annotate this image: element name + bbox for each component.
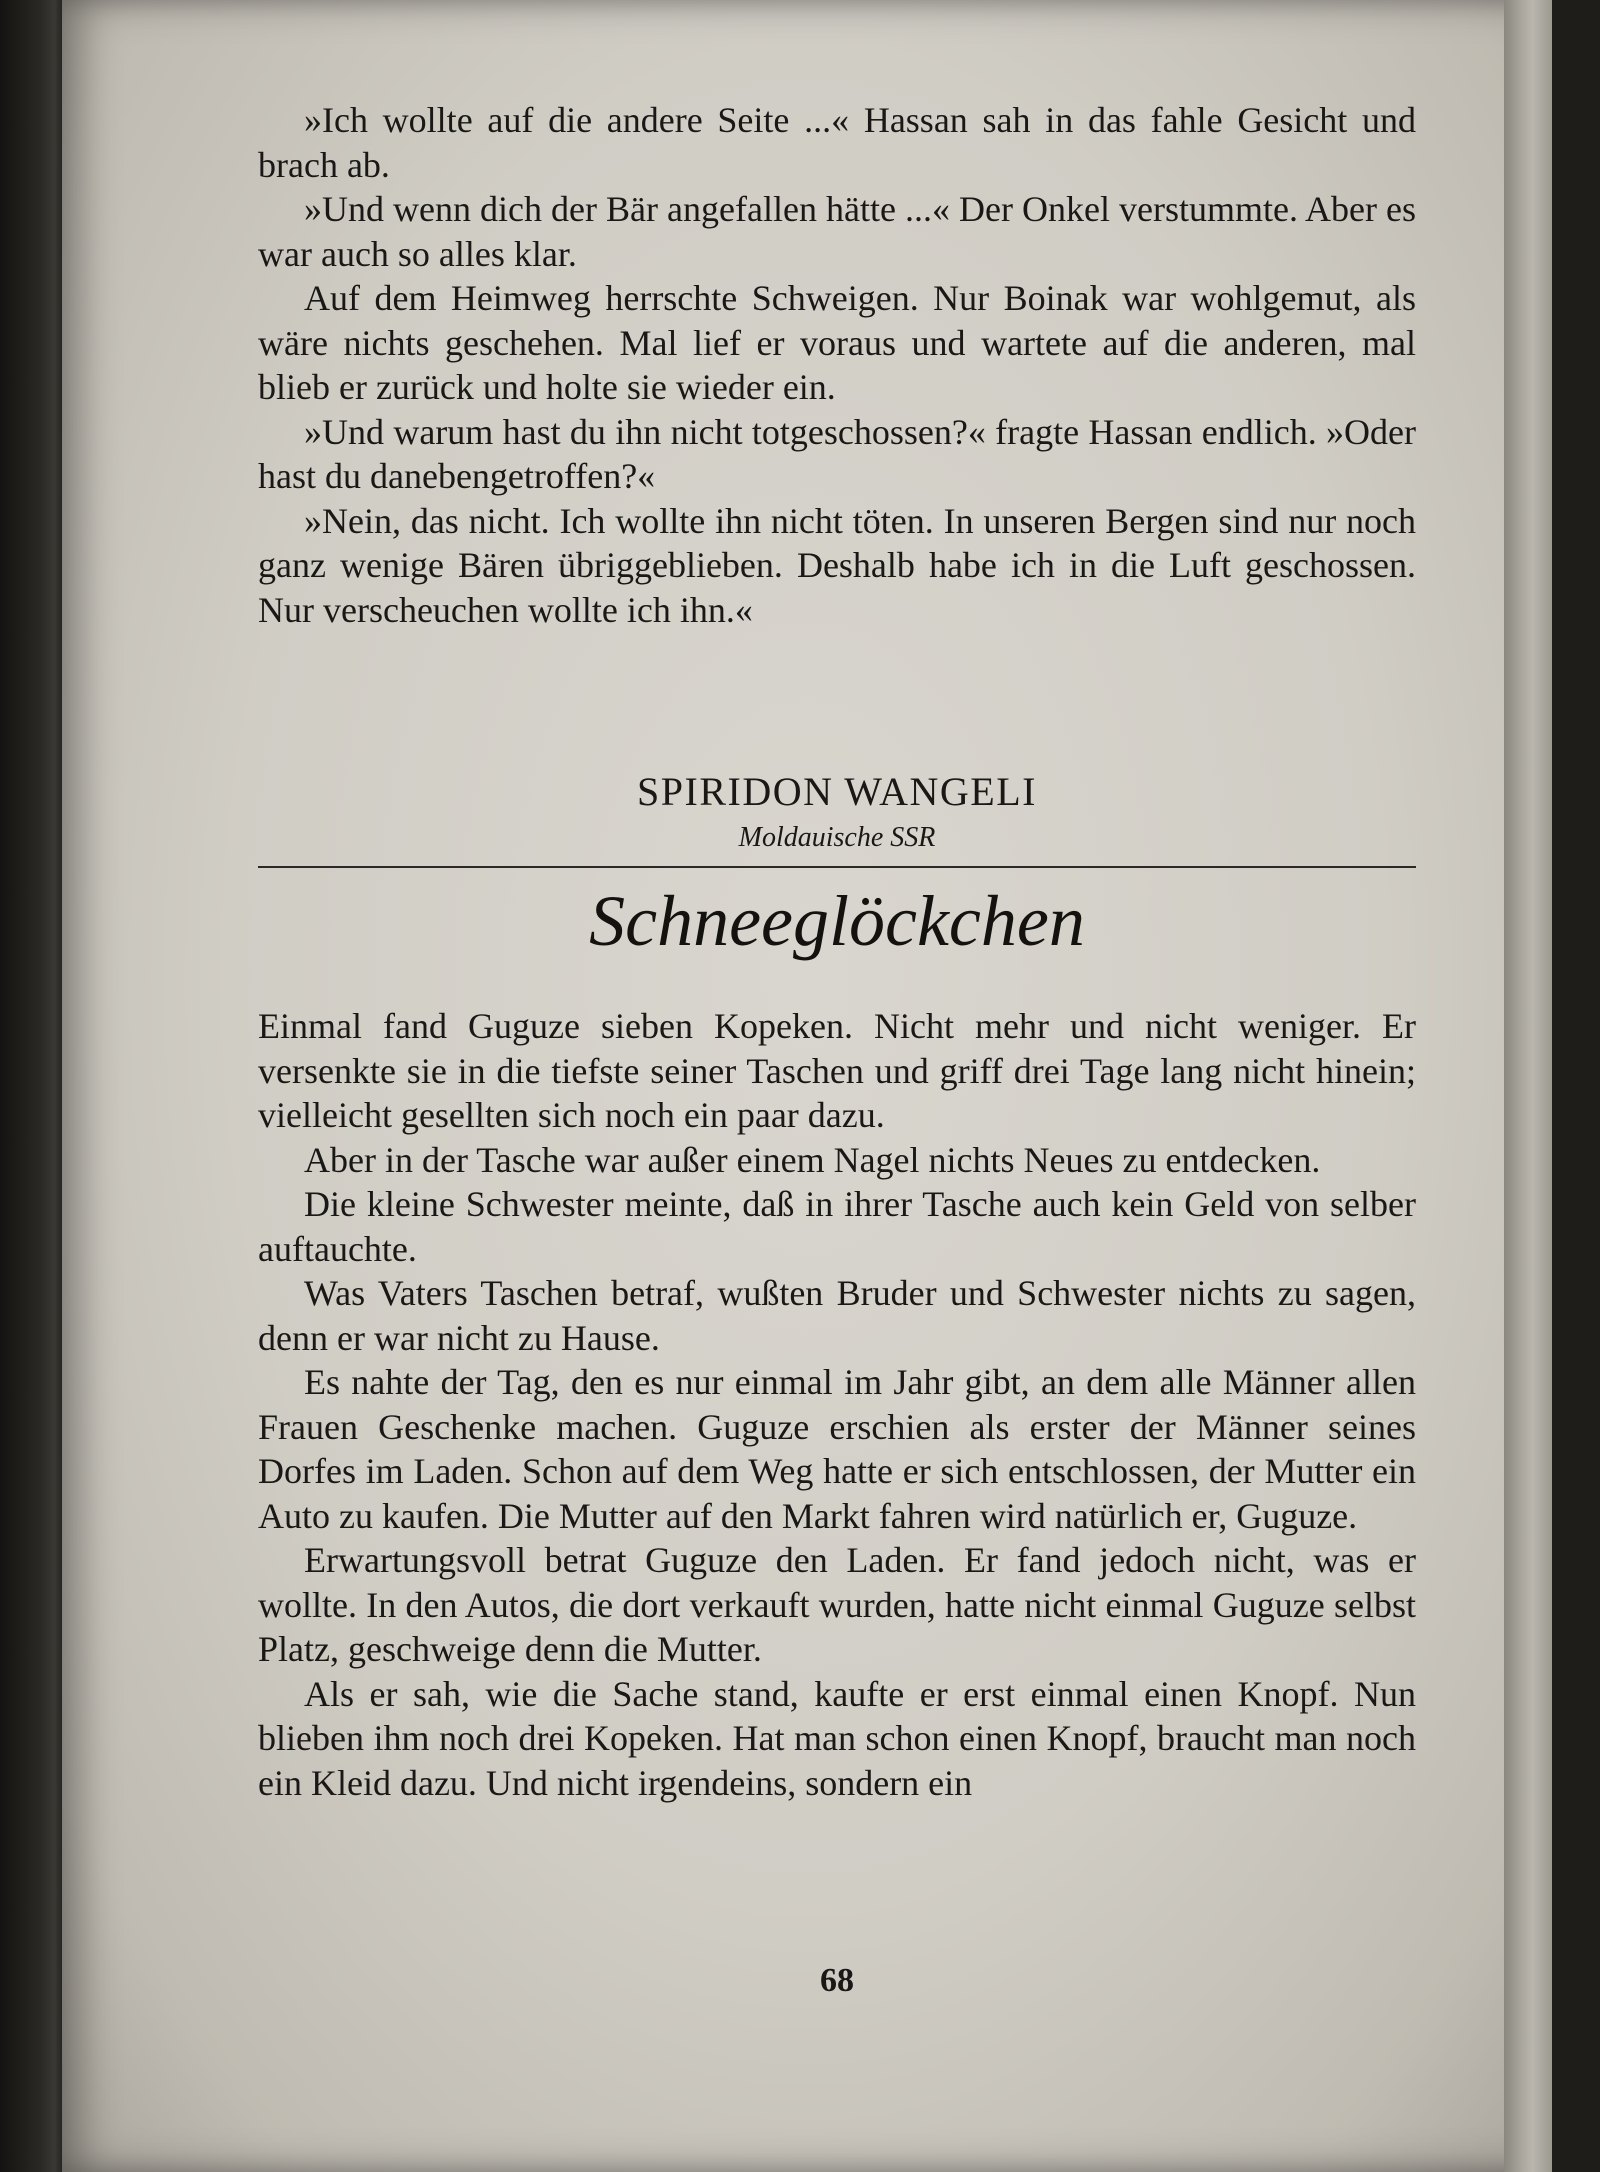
page-stack-edge bbox=[1504, 0, 1552, 2172]
paragraph: »Und warum hast du ihn nicht totgeschossen?« fragte Hassan endlich. »Oder hast du danebengetroffen?« bbox=[258, 411, 1416, 496]
paragraph: Was Vaters Taschen betraf, wußten Bruder und Schwester nichts zu sagen, denn er war nicht zu Hause. bbox=[258, 1273, 1416, 1358]
story-title: Schneeglöckchen bbox=[589, 881, 1085, 961]
paragraph: »Nein, das nicht. Ich wollte ihn nicht töten. In unseren Bergen sind nur noch ganz wenige Bären übriggeblieben. Deshalb habe ich in die Luft geschossen. Nur verscheuchen wollte ich ihn.« bbox=[258, 500, 1416, 630]
previous-story-ending bbox=[258, 98, 1416, 632]
paragraph: Die kleine Schwester meinte, daß in ihrer Tasche auch kein Geld von selber auftauchte. bbox=[258, 1184, 1416, 1269]
paragraph: Auf dem Heimweg herrschte Schweigen. Nur Boinak war wohlgemut, als wäre nichts geschehen. Mal lief er voraus und wartete auf die anderen, mal blieb er zurück und holte sie wieder ein. bbox=[258, 278, 1416, 407]
paragraph: »Und wenn dich der Bär angefallen hätte ...« Der Onkel verstummte. Aber es war auch so alles klar. bbox=[258, 189, 1416, 274]
paragraph: »Ich wollte auf die andere Seite ...« Hassan sah in das fahle Gesicht und brach ab. bbox=[258, 100, 1416, 185]
author-name: SPIRIDON WANGELI bbox=[637, 769, 1037, 814]
paragraph: Es nahte der Tag, den es nur einmal im Jahr gibt, an dem alle Männer allen Frauen Geschenke machen. Guguze erschien als erster der Männer seines Dorfes im Laden. Schon auf dem Weg hatte er sich entschlossen, der Mutter ein Auto zu kaufen. Die Mutter auf den Markt fahren wird natürlich er, Guguze. bbox=[258, 1362, 1416, 1536]
page-number: 68 bbox=[820, 1962, 854, 1999]
paragraph: Aber in der Tasche war außer einem Nagel nichts Neues zu entdecken. bbox=[304, 1139, 1321, 1180]
title-divider bbox=[258, 866, 1416, 868]
paragraph: Als er sah, wie die Sache stand, kaufte er erst einmal einen Knopf. Nun blieben ihm noch drei Kopeken. Hat man schon einen Knopf, braucht man noch ein Kleid dazu. Und nicht irgendeins, sondern ein bbox=[258, 1673, 1416, 1803]
author-region: Moldauische SSR bbox=[738, 822, 936, 853]
story-body bbox=[258, 1004, 1416, 1805]
paragraph: Einmal fand Guguze sieben Kopeken. Nicht mehr und nicht weniger. Er versenkte sie in die tiefste seiner Taschen und griff drei Tage lang nicht hinein; vielleicht gesellten sich noch ein paar dazu. bbox=[258, 1006, 1416, 1135]
paragraph: Erwartungsvoll betrat Guguze den Laden. Er fand jedoch nicht, was er wollte. In den Autos, die dort verkauft wurden, hatte nicht einmal Guguze selbst Platz, geschweige denn die Mutter. bbox=[258, 1540, 1416, 1669]
